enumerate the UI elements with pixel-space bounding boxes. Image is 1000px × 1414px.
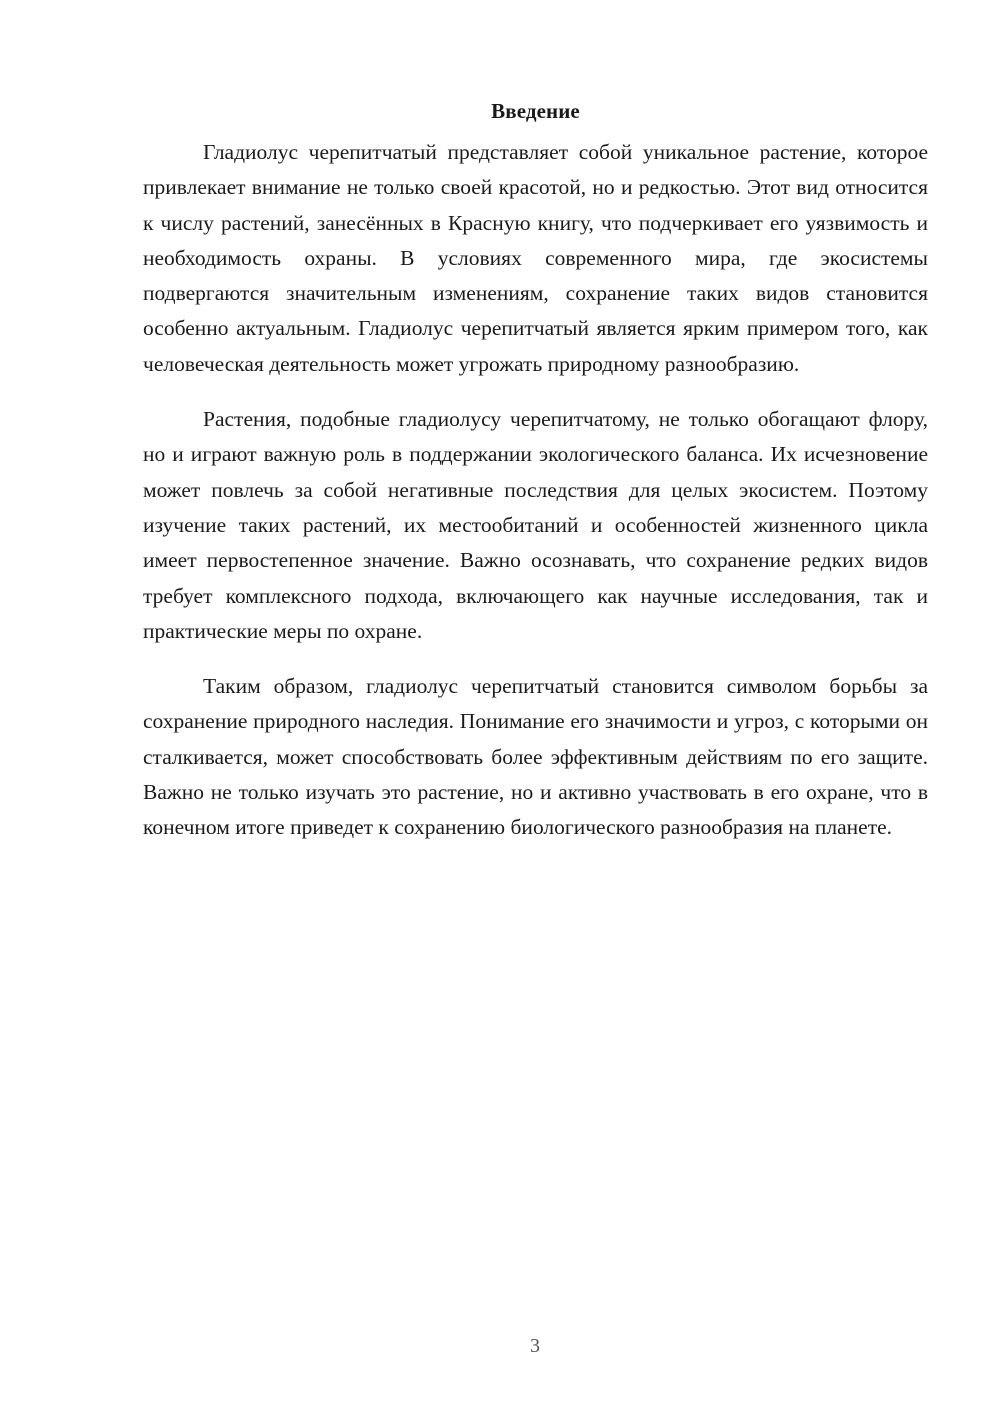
section-heading: Введение (491, 99, 580, 123)
paragraph-3: Таким образом, гладиолус черепитчатый становится символом борьбы за сохранение природного наследия. Понимание его значимости и угроз, с которыми он сталкивается, может способствовать более эффективным действиям по его защите. Важно не только изучать это растение, но и активно участвовать в его охране, что в конечном итоге приведет к сохранению биологического разнообразия на планете. (143, 674, 928, 840)
page-number: 3 (530, 1335, 540, 1357)
paragraph-2: Растения, подобные гладиолусу черепитчатому, не только обогащают флору, но и играют важную роль в поддержании экологического баланса. Их исчезновение может повлечь за собой негативные последствия для целых экосистем. Поэтому изучение таких растений, их местообитаний и особенностей жизненного цикла имеет первостепенное значение. Важно осознавать, что сохранение редких видов требует комплексного подхода, включающего как научные исследования, так и практические меры по охране. (143, 407, 928, 643)
paragraph-1: Гладиолус черепитчатый представляет собой уникальное растение, которое привлекает внимание не только своей красотой, но и редкостью. Этот вид относится к числу растений, занесённых в Красную книгу, что подчеркивает его уязвимость и необходимость охраны. В условиях современного мира, где экосистемы подвергаются значительным изменениям, сохранение таких видов становится особенно актуальным. Гладиолус черепитчатый является ярким примером того, как человеческая деятельность может угрожать природному разнообразию. (143, 140, 928, 376)
page-content (143, 95, 928, 866)
